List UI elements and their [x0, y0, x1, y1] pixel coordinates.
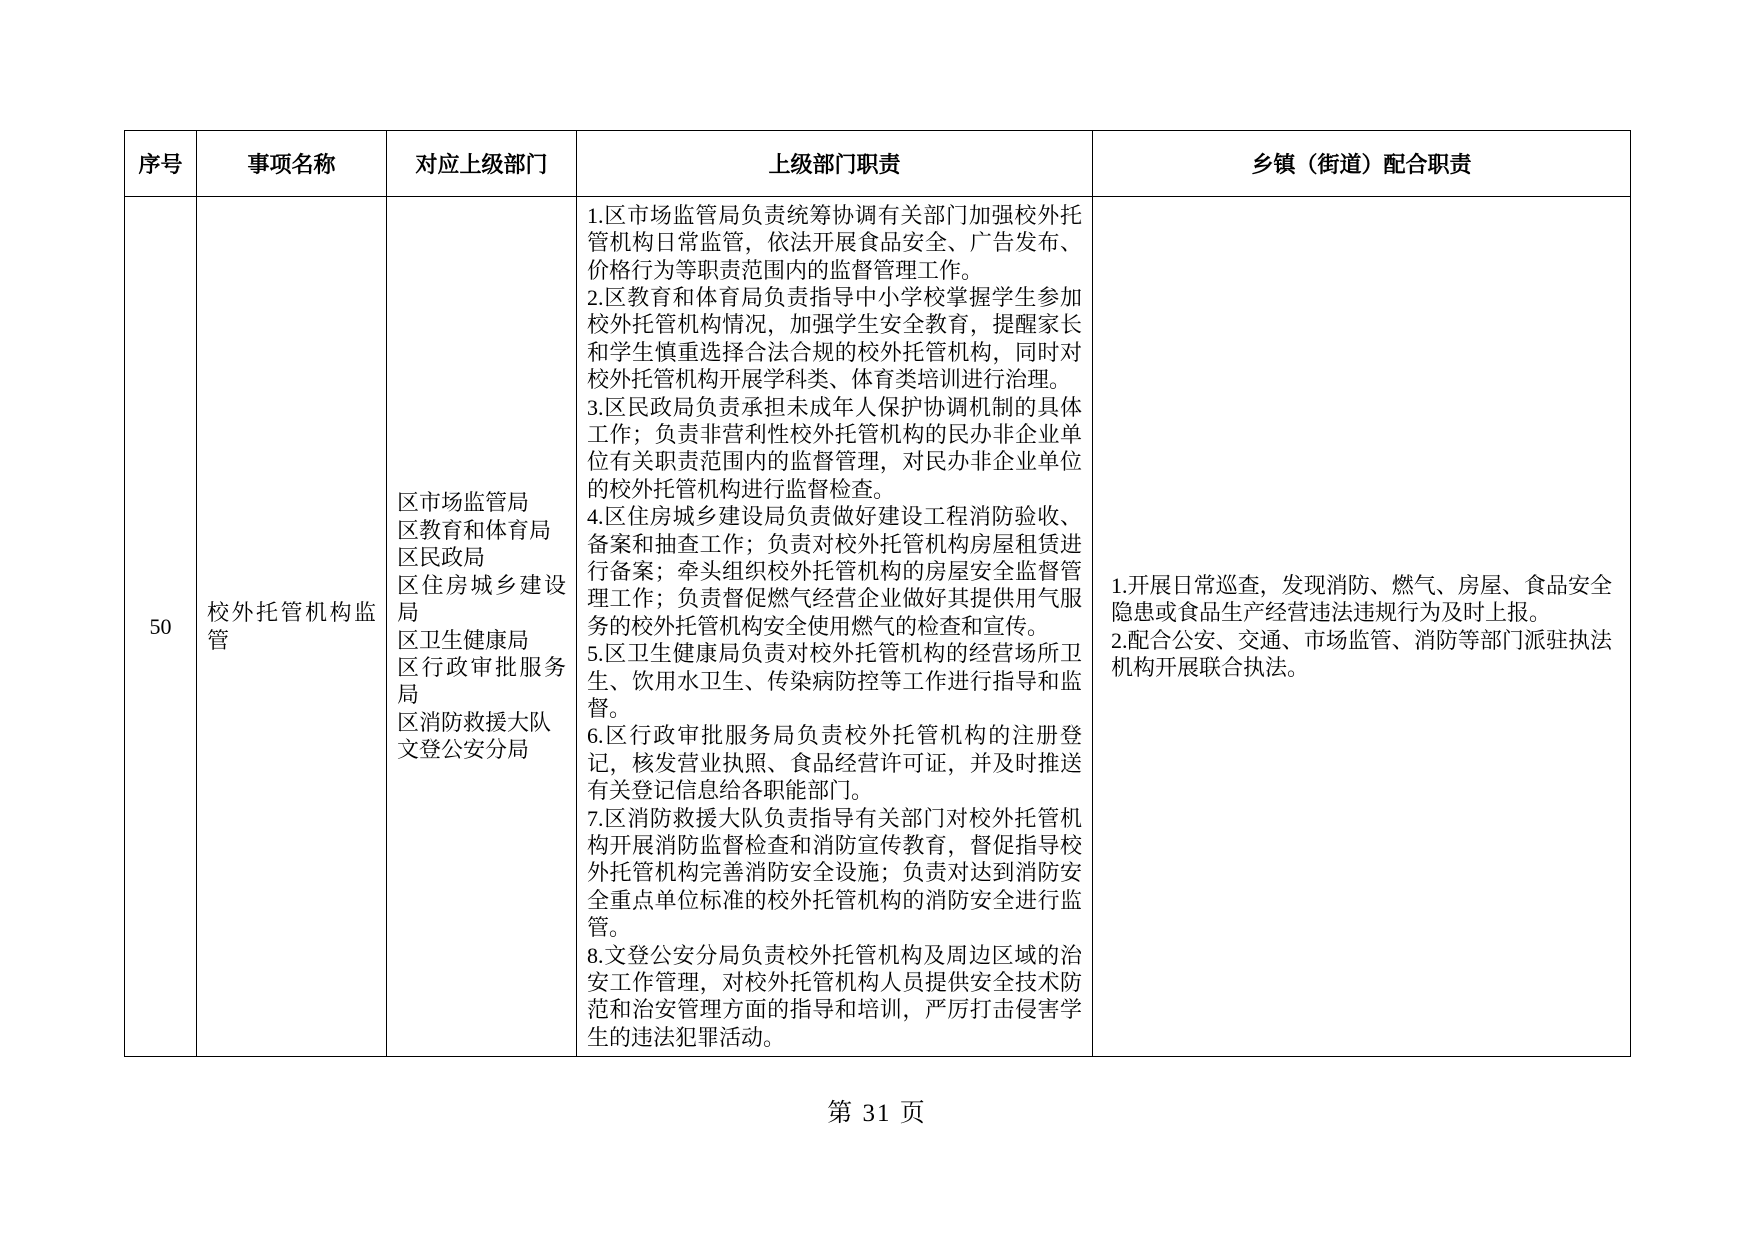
township-duties-cell — [1093, 197, 1631, 1057]
responsibility-table — [124, 130, 1631, 1057]
header-cell-superior-dept: 对应上级部门 — [387, 131, 577, 197]
duty-item: 1.区市场监管局负责统筹协调有关部门加强校外托管机构日常监管，依法开展食品安全、广告发布、价格行为等职责范围内的监督管理工作。 — [587, 202, 1082, 283]
department-item: 区行政审批服务局 — [397, 654, 566, 708]
department-item: 区市场监管局 — [397, 490, 530, 516]
township-duty-item: 2.配合公安、交通、市场监管、消防等部门派驻执法机构开展联合执法。 — [1111, 627, 1612, 680]
item-name-cell: 校外托管机构监管 — [197, 197, 387, 1057]
page-footer: 第 31 页 — [827, 1100, 927, 1127]
township-duty-item: 1.开展日常巡查，发现消防、燃气、房屋、食品安全隐患或食品生产经营违法违规行为及时上报。 — [1111, 572, 1612, 626]
duty-item: 4.区住房城乡建设局负责做好建设工程消防验收、备案和抽查工作；负责对校外托管机构房屋租赁进行备案；牵头组织校外托管机构的房屋安全监督管理工作；负责督促燃气经营企业做好其提供用气服务的校外托管机构安全使用燃气的检查和宣传。 — [587, 504, 1082, 639]
department-item: 区住房城乡建设局 — [397, 572, 566, 626]
duty-item: 2.区教育和体育局负责指导中小学校掌握学生参加校外托管机构情况，加强学生安全教育，提醒家长和学生慎重选择合法合规的校外托管机构，同时对校外托管机构开展学科类、体育类培训进行治理。 — [587, 284, 1082, 393]
duty-item: 5.区卫生健康局负责对校外托管机构的经营场所卫生、饮用水卫生、传染病防控等工作进行指导和监督。 — [587, 641, 1082, 722]
header-cell-township-duties: 乡镇（街道）配合职责 — [1093, 131, 1631, 197]
department-item: 区卫生健康局 — [397, 627, 530, 653]
duty-item: 6.区行政审批服务局负责校外托管机构的注册登记，核发营业执照、食品经营许可证，并及时推送有关登记信息给各职能部门。 — [587, 723, 1082, 804]
table-row — [125, 197, 1631, 1057]
duty-item: 3.区民政局负责承担未成年人保护协调机制的具体工作；负责非营利性校外托管机构的民办非企业单位有关职责范围内的监督管理，对民办非企业单位的校外托管机构进行监督检查。 — [587, 394, 1082, 502]
duty-item: 7.区消防救援大队负责指导有关部门对校外托管机构开展消防监督检查和消防宣传教育，督促指导校外托管机构完善消防安全设施；负责对达到消防安全重点单位标准的校外托管机构的消防安全进行监管。 — [587, 805, 1082, 941]
department-item: 区消防救援大队 — [397, 709, 552, 735]
departments-cell — [387, 197, 577, 1057]
header-cell-item-name: 事项名称 — [197, 131, 387, 197]
department-item: 区教育和体育局 — [397, 517, 552, 543]
header-cell-seq: 序号 — [125, 131, 197, 197]
superior-duties-cell — [577, 197, 1093, 1057]
table-header-row — [125, 131, 1631, 197]
header-cell-superior-duties: 上级部门职责 — [577, 131, 1093, 197]
department-item: 文登公安分局 — [397, 737, 530, 763]
seq-cell: 50 — [125, 197, 197, 1057]
duty-item: 8.文登公安分局负责校外托管机构及周边区域的治安工作管理，对校外托管机构人员提供安全技术防范和治安管理方面的指导和培训，严厉打击侵害学生的违法犯罪活动。 — [587, 942, 1082, 1050]
department-item: 区民政局 — [397, 545, 486, 571]
